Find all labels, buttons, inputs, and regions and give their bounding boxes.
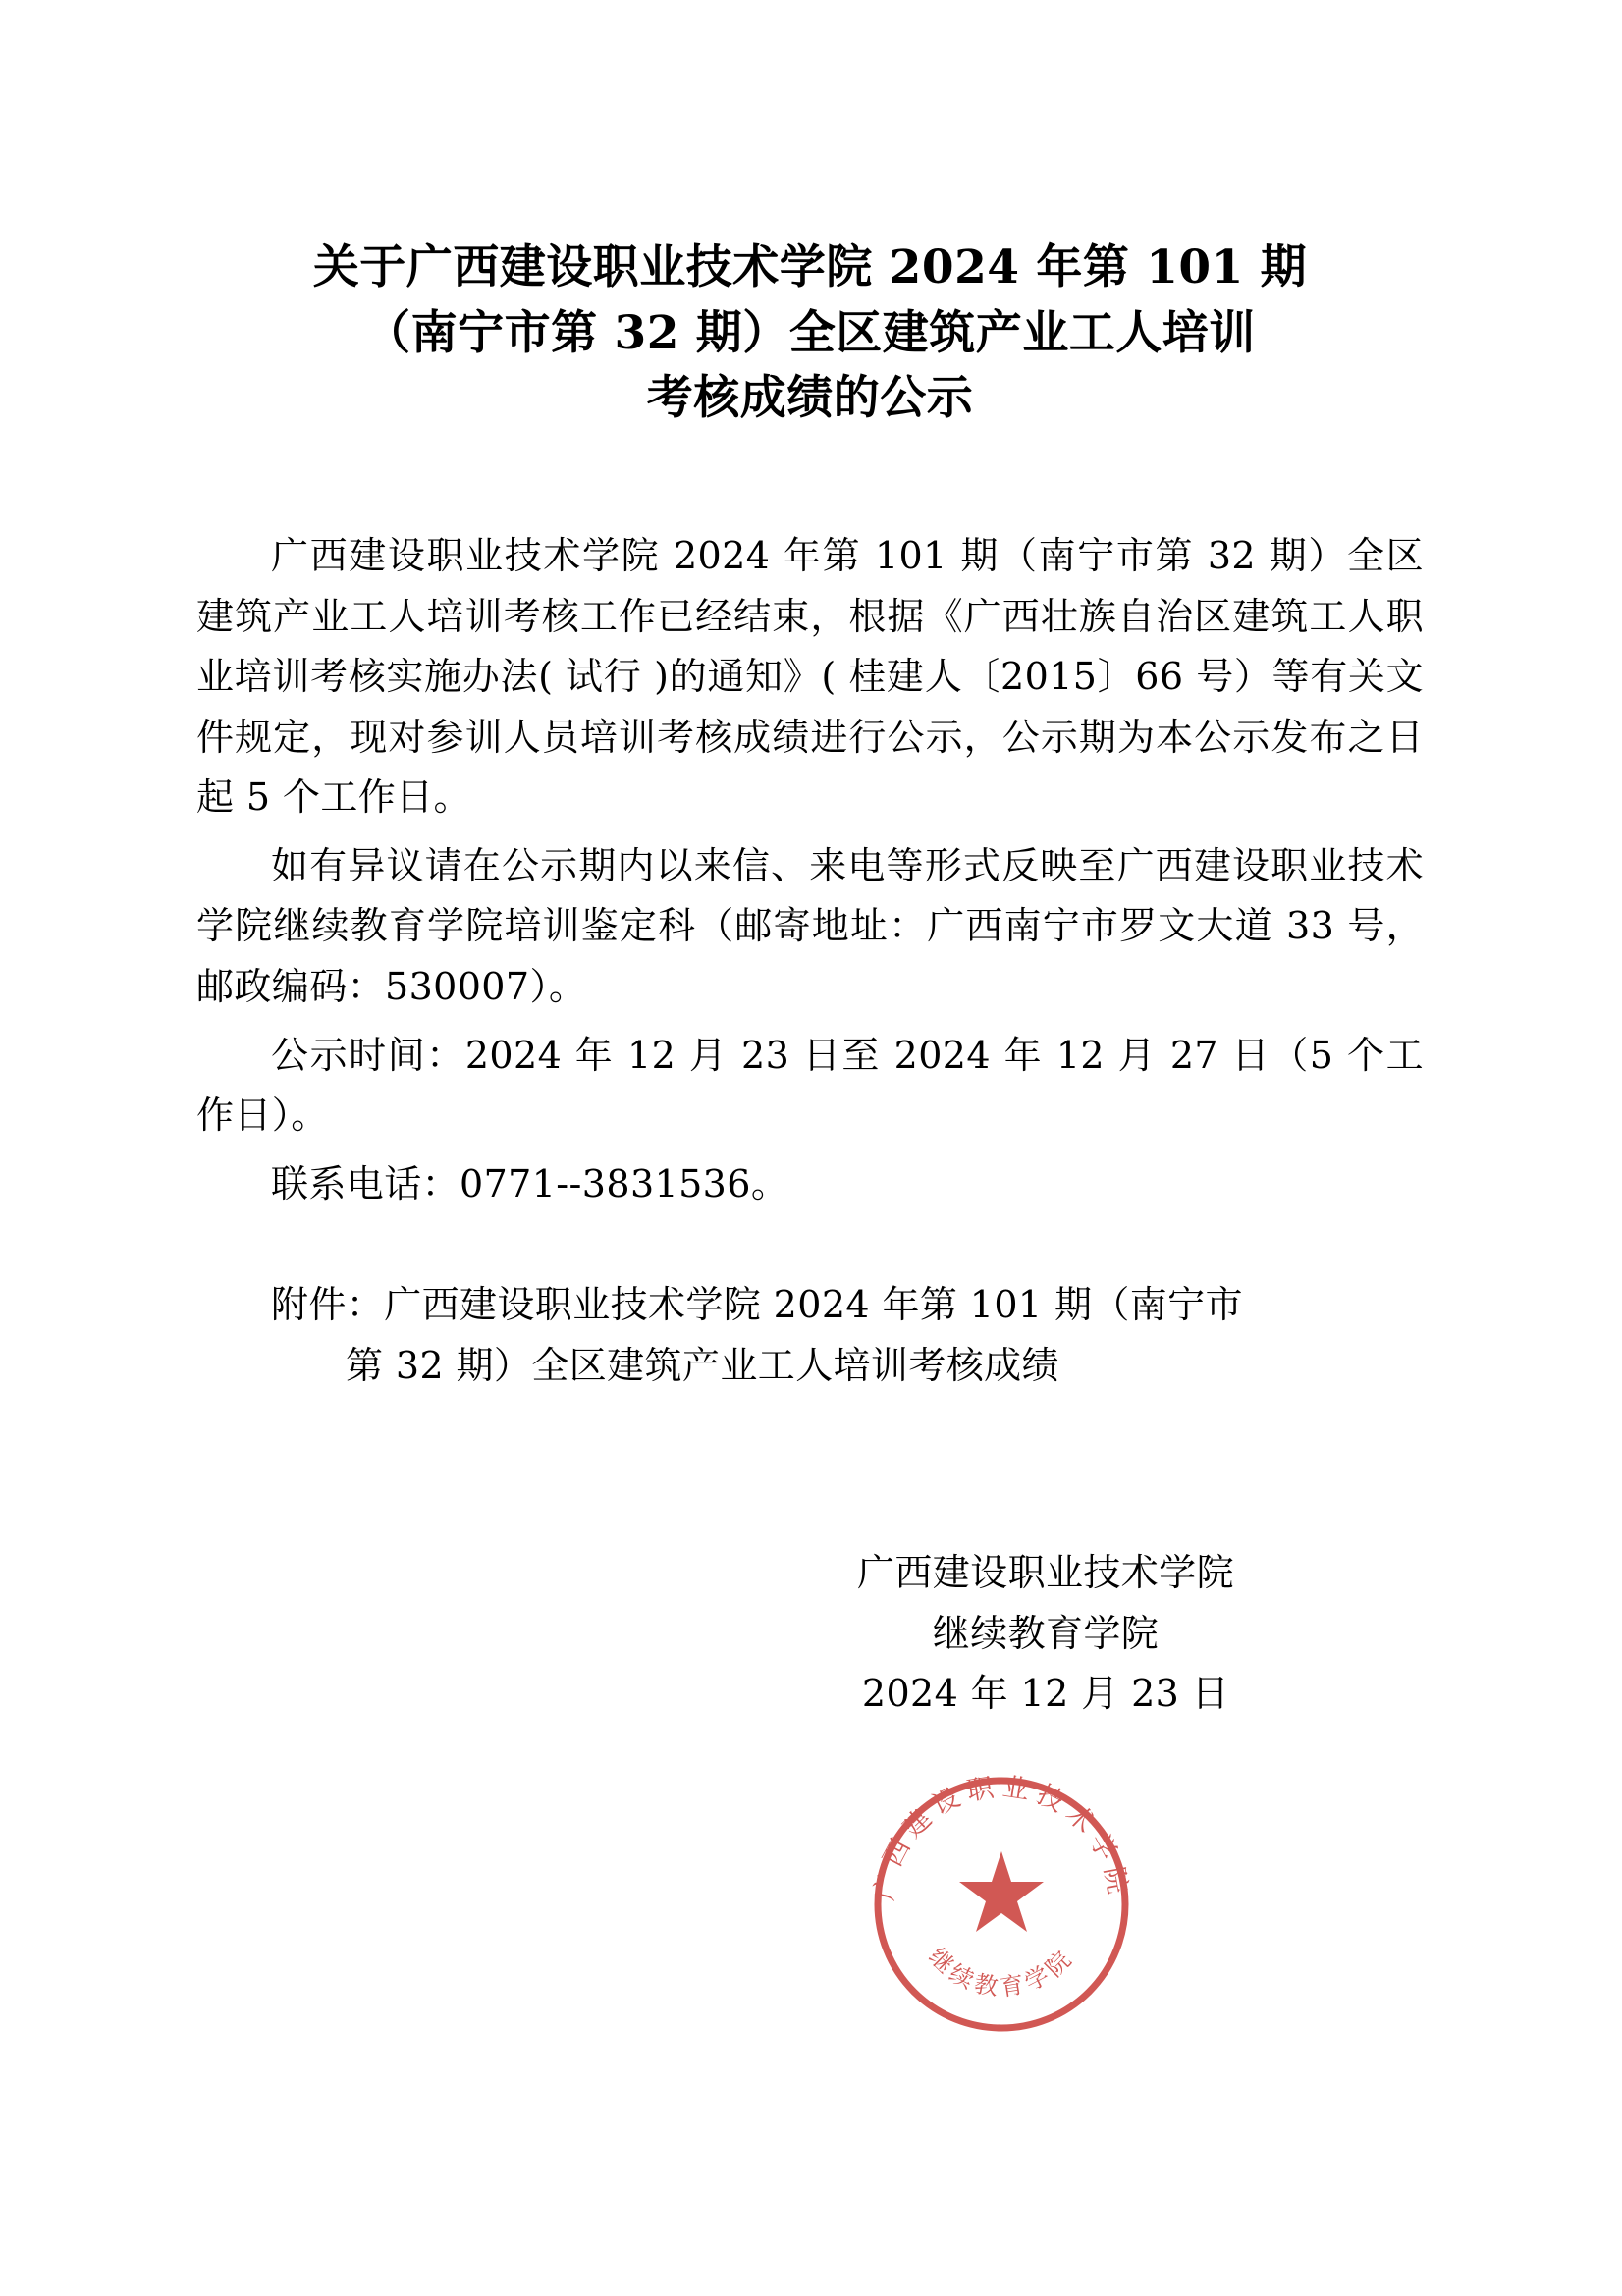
page-title [196, 236, 1424, 432]
signature-dept: 继续教育学院 [932, 1611, 1160, 1655]
document-body [196, 526, 1424, 1214]
svg-text:继续教育学院: 继续教育学院 [923, 1943, 1080, 2002]
signature-org: 广西建设职业技术学院 [856, 1551, 1234, 1595]
title-line-3: 考核成绩的公示 [646, 371, 974, 426]
title-line-1: 关于广西建设职业技术学院 2024 年第 101 期 [312, 240, 1308, 294]
paragraph-2: 如有异议请在公示期内以来信、来电等形式反映至广西建设职业技术学院继续教育学院培训鉴定科（邮寄地址：广西南宁市罗文大道 33 号，邮政编码：530007）。 [196, 843, 1424, 1009]
official-seal [854, 1757, 1149, 2052]
signature-block [196, 1543, 1424, 1725]
document-content [196, 236, 1424, 1725]
attachment-line-1: 附件：广西建设职业技术学院 2024 年第 101 期（南宁市 [271, 1283, 1243, 1327]
svg-text:广西建设职业技术学院: 广西建设职业技术学院 [869, 1772, 1134, 1903]
paragraph-3: 公示时间：2024 年 12 月 23 日至 2024 年 12 月 27 日（5 个工作日）。 [196, 1033, 1424, 1138]
signature-date: 2024 年 12 月 23 日 [861, 1672, 1230, 1716]
paragraph-4: 联系电话：0771--3831536。 [271, 1161, 789, 1205]
paragraph-1: 广西建设职业技术学院 2024 年第 101 期（南宁市第 32 期）全区建筑产业工人培训考核工作已经结束，根据《广西壮族自治区建筑工人职业培训考核实施办法( 试行 )的通知》( 桂建人〔2015〕66 号）等有关文件规定，现对参训人员培训考核成绩进行公示，公示期为本公示发布之日起 5 个工作日。 [196, 534, 1424, 820]
attachment-block [196, 1275, 1424, 1396]
attachment-line-2: 第 32 期）全区建筑产业工人培训考核成绩 [346, 1343, 1059, 1387]
title-line-2: （南宁市第 32 期）全区建筑产业工人培训 [364, 305, 1256, 360]
